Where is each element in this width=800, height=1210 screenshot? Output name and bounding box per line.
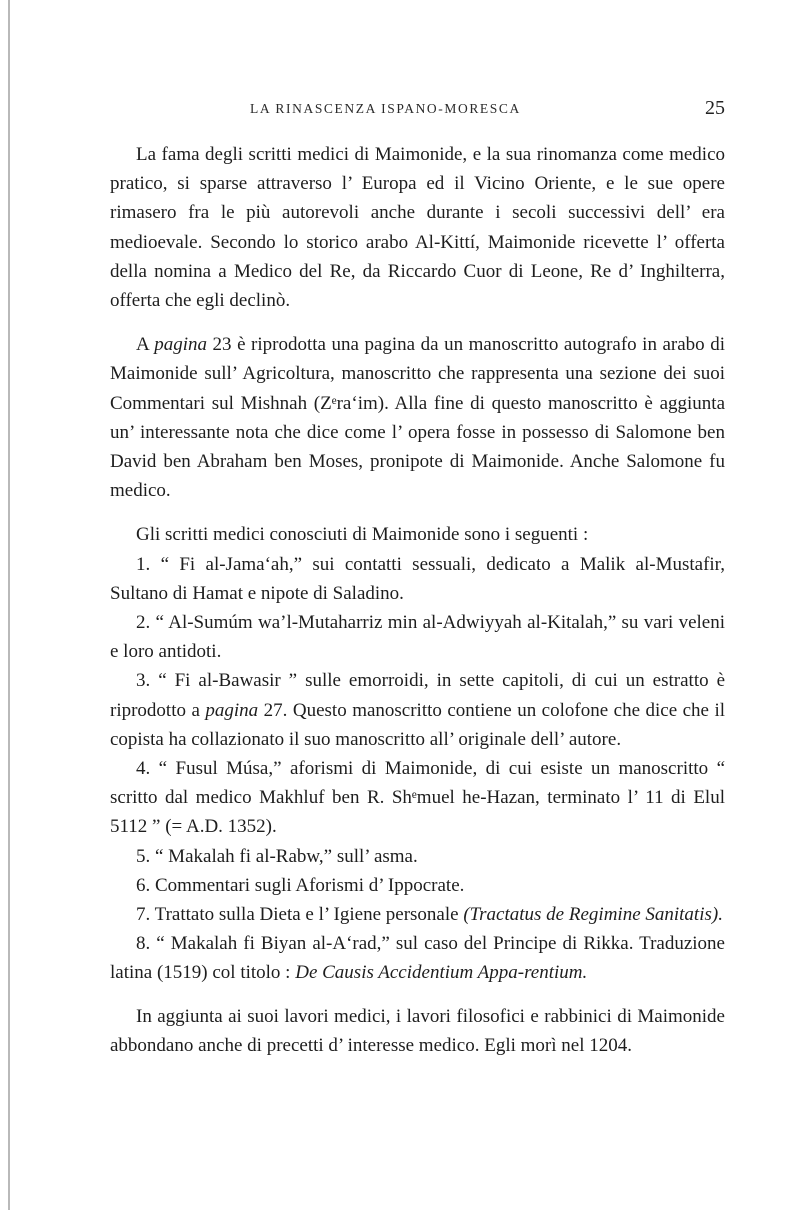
page-reference: pagina [154, 334, 207, 356]
para2-lead: A [136, 334, 149, 356]
list-item-7 [110, 900, 725, 929]
page-header [110, 97, 725, 125]
page-reference: pagina [205, 699, 259, 721]
paragraph-list-intro: Gli scritti medici conosciuti di Maimonide sono i seguenti : [136, 524, 589, 546]
paragraph-fame: La fama degli scritti medici di Maimonide, e la sua rinomanza come medico pratico, si sparse attraverso l’ Europa ed il Vicino Oriente, e le sue opere rimasero fra le più autorevoli anche durante i secoli successivi dell’ era medioevale. Secondo lo storico arabo Al-Kittí, Maimonide ricevette l’ offerta della nomina a Medico del Re, da Riccardo Cuor di Leone, Re d’ Inghilterra, offerta che egli declinò. [110, 144, 725, 312]
list-item-1: 1. “ Fi al-Jama‘ah,” sui contatti sessuali, dedicato a Malik al-Mustafir, Sultano di Hamat e nipote di Saladino. [110, 553, 725, 604]
paragraph-manuscript [110, 330, 725, 505]
item7-latin-title: (Tractatus de Regimine Sanitatis). [463, 904, 723, 926]
page-body [110, 140, 725, 1060]
paragraph-closing: In aggiunta ai suoi lavori medici, i lavori filosofici e rabbinici di Maimonide abbondano anche di precetti d’ interesse medico. Egli morì nel 1204. [110, 1005, 725, 1056]
list-item-2: 2. “ Al-Sumúm wa’l-Mutaharriz min al-Adwiyyah al-Kitalah,” su vari veleni e loro antidoti. [110, 612, 725, 663]
item8-text: 8. “ Makalah fi Biyan al-A‘rad,” sul caso del Principe di Rikka. Traduzione latina (1519) col titolo : [110, 933, 725, 984]
list-item-8 [110, 929, 725, 987]
item7-text: 7. Trattato sulla Dieta e l’ Igiene personale [136, 904, 459, 926]
list-item-5: 5. “ Makalah fi al-Rabw,” sull’ asma. [136, 845, 418, 867]
list-item-4: 4. “ Fusul Músa,” aforismi di Maimonide, di cui esiste un manoscritto “ scritto dal medico Makhluf ben R. Shᵉmuel he-Hazan, terminato l’ 11 di Elul 5112 ” (= A.D. 1352). [110, 758, 725, 838]
item3-lead: 3. “ Fi al-Bawasir ” sulle emorroidi, in sette capitoli, di cui un estratto è riprodotto a [110, 670, 725, 721]
item8-latin-title: De Causis Accidentium Appa-rentium. [295, 962, 588, 984]
list-item-6: 6. Commentari sugli Aforismi d’ Ippocrate. [136, 874, 465, 896]
page-edge-shadow [8, 0, 10, 1210]
list-item-3 [110, 666, 725, 754]
running-head: LA RINASCENZA ISPANO-MORESCA [250, 101, 521, 116]
page-number: 25 [705, 97, 725, 119]
para2-text: 23 è riprodotta una pagina da un manoscritto autografo in arabo di Maimonide sull’ Agricoltura, manoscritto che rappresenta una sezione dei suoi Commentari sul Mishnah (Zᵉra‘im). Alla fine di questo manoscritto è aggiunta un’ interessante nota che dice come l’ opera fosse in possesso di Salomone ben David ben Abraham ben Moses, pronipote di Maimonide. Anche Salomone fu medico. [110, 334, 725, 502]
item3-text: 27. Questo manoscritto contiene un colofone che dice che il copista ha collazionato il suo manoscritto all’ originale dell’ autore. [110, 699, 726, 750]
